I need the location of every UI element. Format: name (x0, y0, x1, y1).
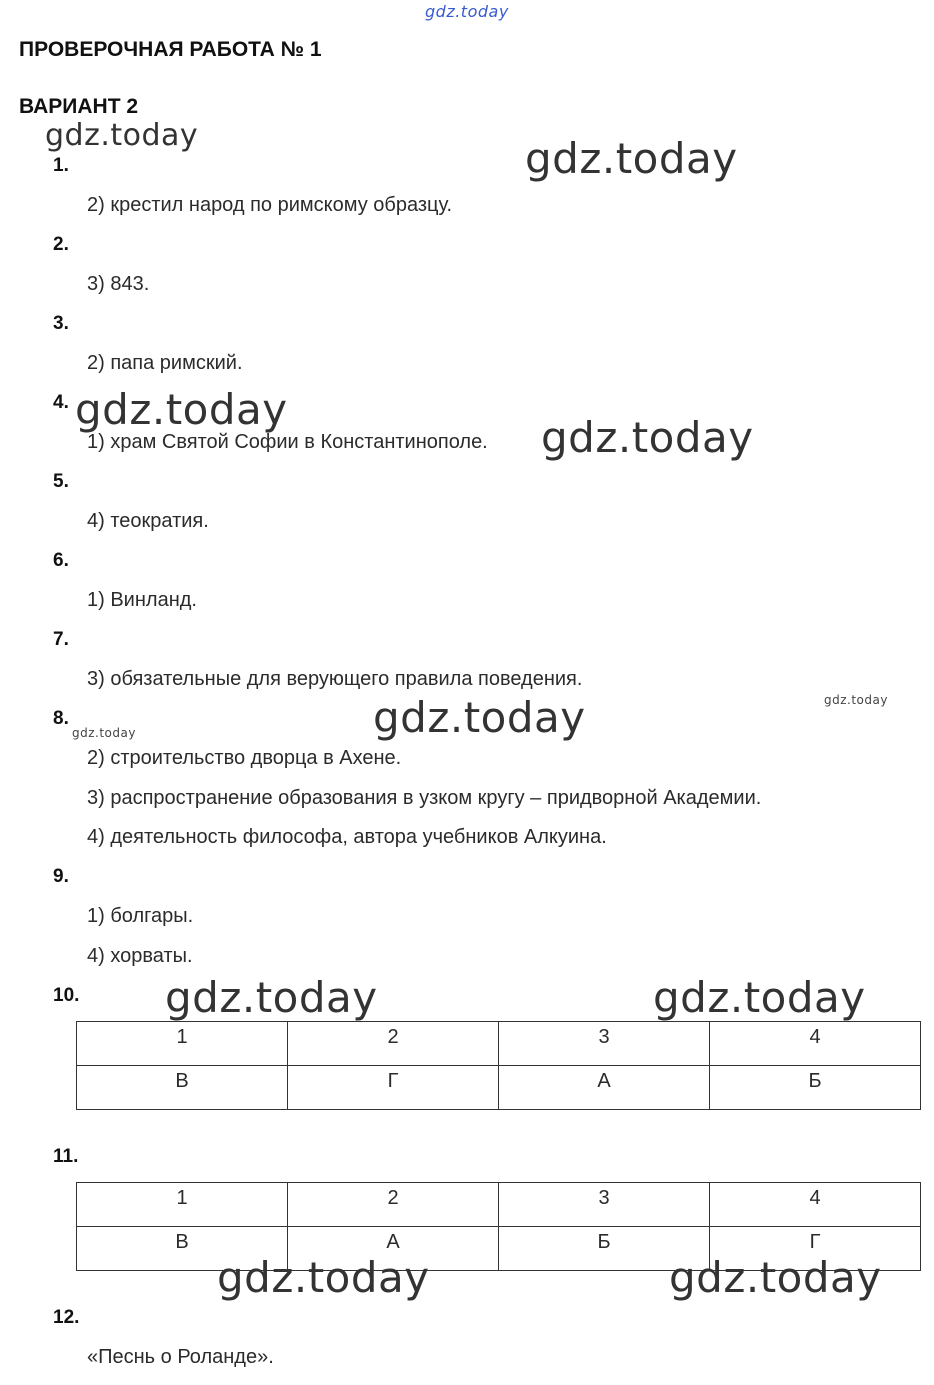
table-cell: 2 (288, 1022, 499, 1066)
table-cell: 3 (499, 1183, 710, 1227)
watermark: gdz.today (669, 1253, 882, 1302)
table-cell: 3 (499, 1022, 710, 1066)
answer-text: 2) крестил народ по римскому образцу. (87, 194, 453, 216)
answer-text: «Песнь о Роланде». (87, 1346, 274, 1368)
table-cell: Б (499, 1227, 710, 1271)
answer-text: 4) хорваты. (87, 945, 193, 967)
table-header-row (77, 1183, 921, 1227)
question-number: 10. (53, 985, 80, 1006)
question-number: 11. (53, 1146, 79, 1167)
question-number: 8. (53, 708, 69, 729)
table-header-row (77, 1022, 921, 1066)
page-title: ПРОВЕРОЧНАЯ РАБОТА № 1 (19, 38, 322, 61)
answer-text: 1) болгары. (87, 905, 194, 927)
question-number: 1. (53, 155, 69, 176)
answer-text: 2) строительство дворца в Ахене. (87, 747, 402, 769)
table-cell: Г (288, 1066, 499, 1110)
watermark: gdz.today (75, 385, 288, 434)
table-cell: Б (710, 1066, 921, 1110)
answer-text: 1) храм Святой Софии в Константинополе. (87, 431, 488, 453)
table-cell: 2 (288, 1183, 499, 1227)
table-cell: А (499, 1066, 710, 1110)
watermark: gdz.today (541, 413, 754, 462)
watermark: gdz.today (72, 726, 136, 740)
question-number: 7. (53, 629, 69, 650)
answer-text: 4) деятельность философа, автора учебников Алкуина. (87, 826, 607, 848)
question-number: 12. (53, 1307, 80, 1328)
table-cell: А (288, 1227, 499, 1271)
watermark: gdz.today (45, 118, 199, 153)
question-number: 9. (53, 866, 69, 887)
table-cell: 1 (77, 1022, 288, 1066)
watermark: gdz.today (525, 134, 738, 183)
question-number: 4. (53, 392, 69, 413)
question-number: 5. (53, 471, 69, 492)
table-cell: В (77, 1227, 288, 1271)
table-cell: 4 (710, 1022, 921, 1066)
answer-text: 3) обязательные для верующего правила поведения. (87, 668, 583, 690)
watermark: gdz.today (425, 2, 509, 21)
table-cell: Г (710, 1227, 921, 1271)
table-cell: В (77, 1066, 288, 1110)
table-row (77, 1066, 921, 1110)
question-number: 3. (53, 313, 69, 334)
answer-text: 4) теократия. (87, 510, 209, 532)
variant-title: ВАРИАНТ 2 (19, 95, 139, 118)
table-cell: 4 (710, 1183, 921, 1227)
watermark: gdz.today (373, 693, 586, 742)
answer-text: 3) 843. (87, 273, 150, 295)
question-number: 6. (53, 550, 69, 571)
watermark: gdz.today (653, 973, 866, 1022)
watermark: gdz.today (217, 1253, 430, 1302)
answer-text: 1) Винланд. (87, 589, 197, 611)
answer-text: 2) папа римский. (87, 352, 243, 374)
watermark: gdz.today (165, 973, 378, 1022)
watermark: gdz.today (824, 693, 888, 707)
answer-table-10 (76, 1021, 921, 1110)
table-cell: 1 (77, 1183, 288, 1227)
question-number: 2. (53, 234, 69, 255)
answer-text: 3) распространение образования в узком кругу – придворной Академии. (87, 787, 762, 809)
